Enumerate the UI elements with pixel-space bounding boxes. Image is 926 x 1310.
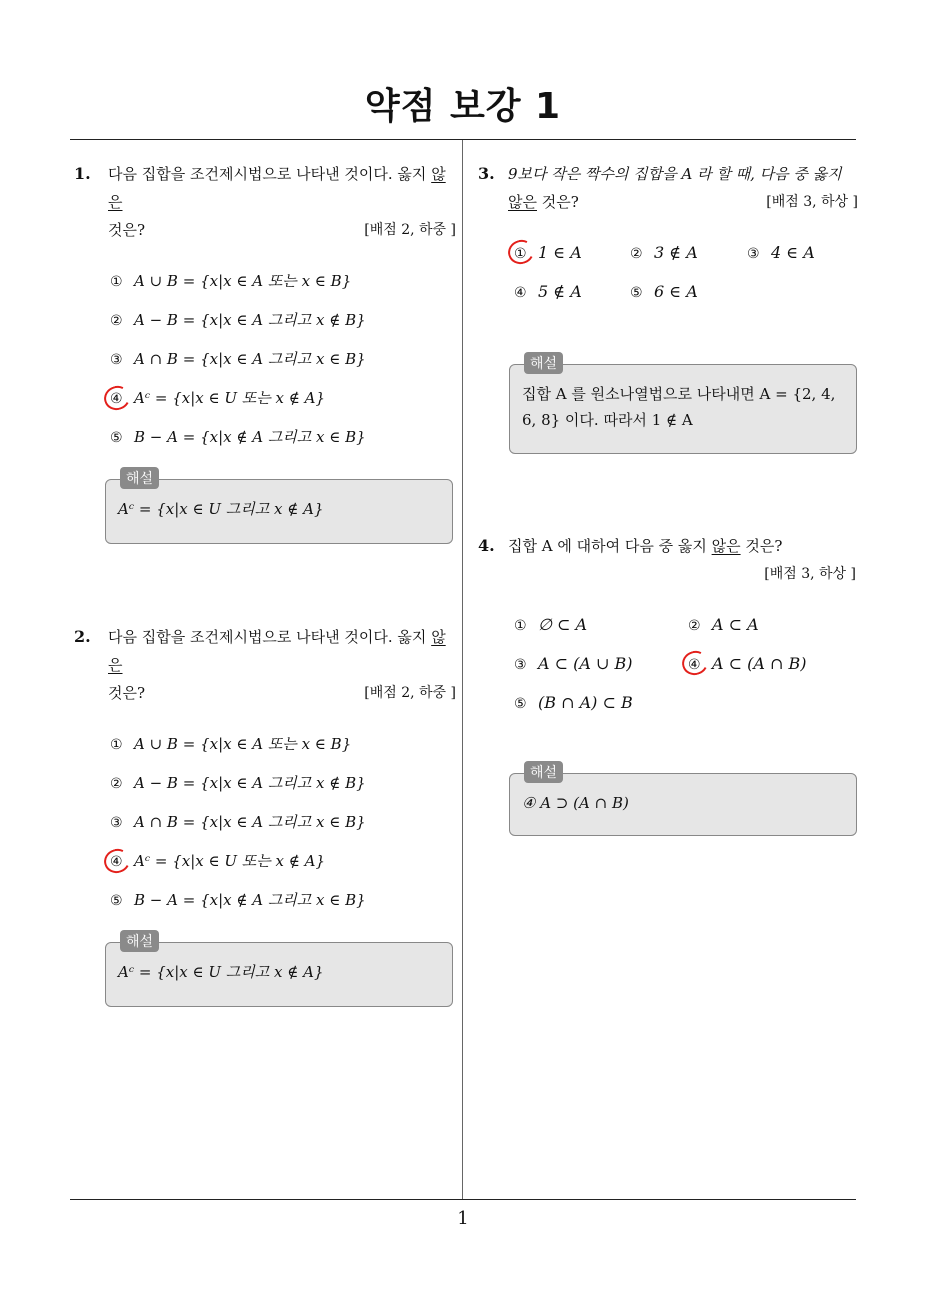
question-text-underlined: 않은 <box>711 537 741 555</box>
choice-4[interactable] <box>110 842 456 881</box>
choice-text: A ∩ B = {x|x ∈ A 그리고 x ∈ B} <box>134 350 366 368</box>
choice-number: ② <box>688 618 701 634</box>
choice-number: ③ <box>514 657 527 673</box>
choice-number: ② <box>110 313 123 329</box>
choice-text: Aᶜ = {x|x ∈ U 또는 x ∉ A} <box>134 852 326 870</box>
choice-text: A ∪ B = {x|x ∈ A 또는 x ∈ B} <box>134 735 352 753</box>
question-text-underlined: 않은 <box>108 165 446 211</box>
question-number: 1. <box>74 164 91 183</box>
choice-2[interactable] <box>110 301 456 340</box>
choice-text: B − A = {x|x ∉ A 그리고 x ∈ B} <box>134 428 366 446</box>
top-rule <box>70 139 856 140</box>
choice-text: 5 ∉ A <box>538 282 582 301</box>
choice-text: A − B = {x|x ∈ A 그리고 x ∉ B} <box>134 311 366 329</box>
choice-number: ④ <box>110 854 123 870</box>
choice-number: ④ <box>688 657 701 673</box>
choice-5[interactable] <box>630 272 698 311</box>
explanation-box-2 <box>105 934 453 1007</box>
choice-text: (B ∩ A) ⊂ B <box>538 693 633 712</box>
choice-list-q4 <box>514 605 854 723</box>
question-score: [배점 2, 하중 ] <box>364 685 456 701</box>
bottom-rule <box>70 1199 856 1200</box>
choice-number: ① <box>110 274 123 290</box>
question-text <box>108 160 456 244</box>
question-stem <box>478 160 858 216</box>
choice-text: 1 ∈ A <box>538 243 582 262</box>
choice-number: ⑤ <box>110 893 123 909</box>
choice-list <box>110 262 456 457</box>
choice-3[interactable] <box>110 803 456 842</box>
choice-number: ⑤ <box>514 696 527 712</box>
question-stem <box>74 160 456 244</box>
question-text <box>108 623 456 707</box>
choice-text: 3 ∉ A <box>654 243 698 262</box>
choice-number: ① <box>514 618 527 634</box>
explanation-label: 해설 <box>120 467 159 489</box>
choice-number: ① <box>110 737 123 753</box>
choice-number: ③ <box>110 815 123 831</box>
choice-number: ④ <box>110 391 123 407</box>
choice-1[interactable] <box>514 605 587 644</box>
choice-text: A ⊂ A <box>712 615 759 634</box>
question-number: 4. <box>478 536 495 555</box>
question-score: [배점 3, 하상 ] <box>766 194 858 210</box>
explanation-label: 해설 <box>524 352 563 374</box>
question-text-after: 것은? <box>108 684 146 702</box>
choice-text: A ⊂ (A ∩ B) <box>712 654 807 673</box>
explanation-label: 해설 <box>524 761 563 783</box>
question-score: [배점 2, 하중 ] <box>364 222 456 238</box>
explanation-box-3 <box>509 356 857 454</box>
question-text-underlined: 않은 <box>108 628 446 674</box>
choice-5[interactable] <box>514 683 633 722</box>
choice-3[interactable] <box>514 644 633 683</box>
question-text-after: 것은? <box>108 221 146 239</box>
question-text-after: 것은? <box>536 193 579 211</box>
explanation-box-1 <box>105 471 453 544</box>
choice-number: ② <box>110 776 123 792</box>
choice-text: 4 ∈ A <box>771 243 815 262</box>
question-stem <box>478 532 856 588</box>
question-text-before: 9보다 작은 짝수의 집합을 A 라 할 때, 다음 중 옳지 <box>508 165 842 183</box>
choice-text: ∅ ⊂ A <box>538 615 588 634</box>
question-text-after: 것은? <box>740 537 783 555</box>
choice-2[interactable] <box>688 605 759 644</box>
column-divider <box>462 140 463 1199</box>
choice-list <box>110 725 456 920</box>
choice-list-q3 <box>514 233 854 313</box>
choice-number: ⑤ <box>110 430 123 446</box>
explanation-text: Aᶜ = {x|x ∈ U 그리고 x ∉ A} <box>118 963 324 981</box>
choice-1[interactable] <box>110 725 456 764</box>
choice-number: ④ <box>514 285 527 301</box>
choice-text: A ∩ B = {x|x ∈ A 그리고 x ∈ B} <box>134 813 366 831</box>
choice-5[interactable] <box>110 418 456 457</box>
question-text-underlined: 않은 <box>508 193 537 211</box>
choice-text: B − A = {x|x ∉ A 그리고 x ∈ B} <box>134 891 366 909</box>
choice-text: A ∪ B = {x|x ∈ A 또는 x ∈ B} <box>134 272 352 290</box>
question-text-before: 다음 집합을 조건제시법으로 나타낸 것이다. 옳지 <box>108 165 432 183</box>
question-text <box>508 160 858 216</box>
choice-2[interactable] <box>630 233 698 272</box>
page-number: 1 <box>457 1208 469 1229</box>
question-number: 2. <box>74 627 91 646</box>
choice-number: ② <box>630 246 643 262</box>
question-2 <box>74 623 456 920</box>
question-text-before: 집합 A 에 대하여 다음 중 옳지 <box>508 537 712 555</box>
explanation-text: ④ A ⊃ (A ∩ B) <box>522 794 629 812</box>
question-4 <box>478 532 856 588</box>
choice-text: A ⊂ (A ∪ B) <box>538 654 633 673</box>
choice-number: ③ <box>110 352 123 368</box>
choice-2[interactable] <box>110 764 456 803</box>
choice-number: ① <box>514 246 527 262</box>
question-text <box>508 532 856 588</box>
choice-4[interactable] <box>514 272 582 311</box>
choice-3[interactable] <box>110 340 456 379</box>
question-3 <box>478 160 858 216</box>
question-stem <box>74 623 456 707</box>
question-score: [배점 3, 하상 ] <box>764 566 856 582</box>
explanation-box-4 <box>509 765 857 836</box>
choice-3[interactable] <box>747 233 815 272</box>
choice-4[interactable] <box>110 379 456 418</box>
question-text-before: 다음 집합을 조건제시법으로 나타낸 것이다. 옳지 <box>108 628 432 646</box>
choice-text: A − B = {x|x ∈ A 그리고 x ∉ B} <box>134 774 366 792</box>
choice-number: ③ <box>747 246 760 262</box>
page-title: 약점 보강 1 <box>364 86 562 127</box>
explanation-text: Aᶜ = {x|x ∈ U 그리고 x ∉ A} <box>118 500 324 518</box>
choice-1[interactable] <box>110 262 456 301</box>
explanation-label: 해설 <box>120 930 159 952</box>
question-1 <box>74 160 456 457</box>
choice-1[interactable] <box>514 233 582 272</box>
choice-4[interactable] <box>688 644 807 683</box>
explanation-text: 집합 A 를 원소나열법으로 나타내면 A = {2, 4, 6, 8} 이다. 따라서 1 ∉ A <box>522 385 836 429</box>
choice-5[interactable] <box>110 881 456 920</box>
choice-text: Aᶜ = {x|x ∈ U 또는 x ∉ A} <box>134 389 326 407</box>
choice-text: 6 ∈ A <box>654 282 698 301</box>
choice-number: ⑤ <box>630 285 643 301</box>
question-number: 3. <box>478 164 495 183</box>
